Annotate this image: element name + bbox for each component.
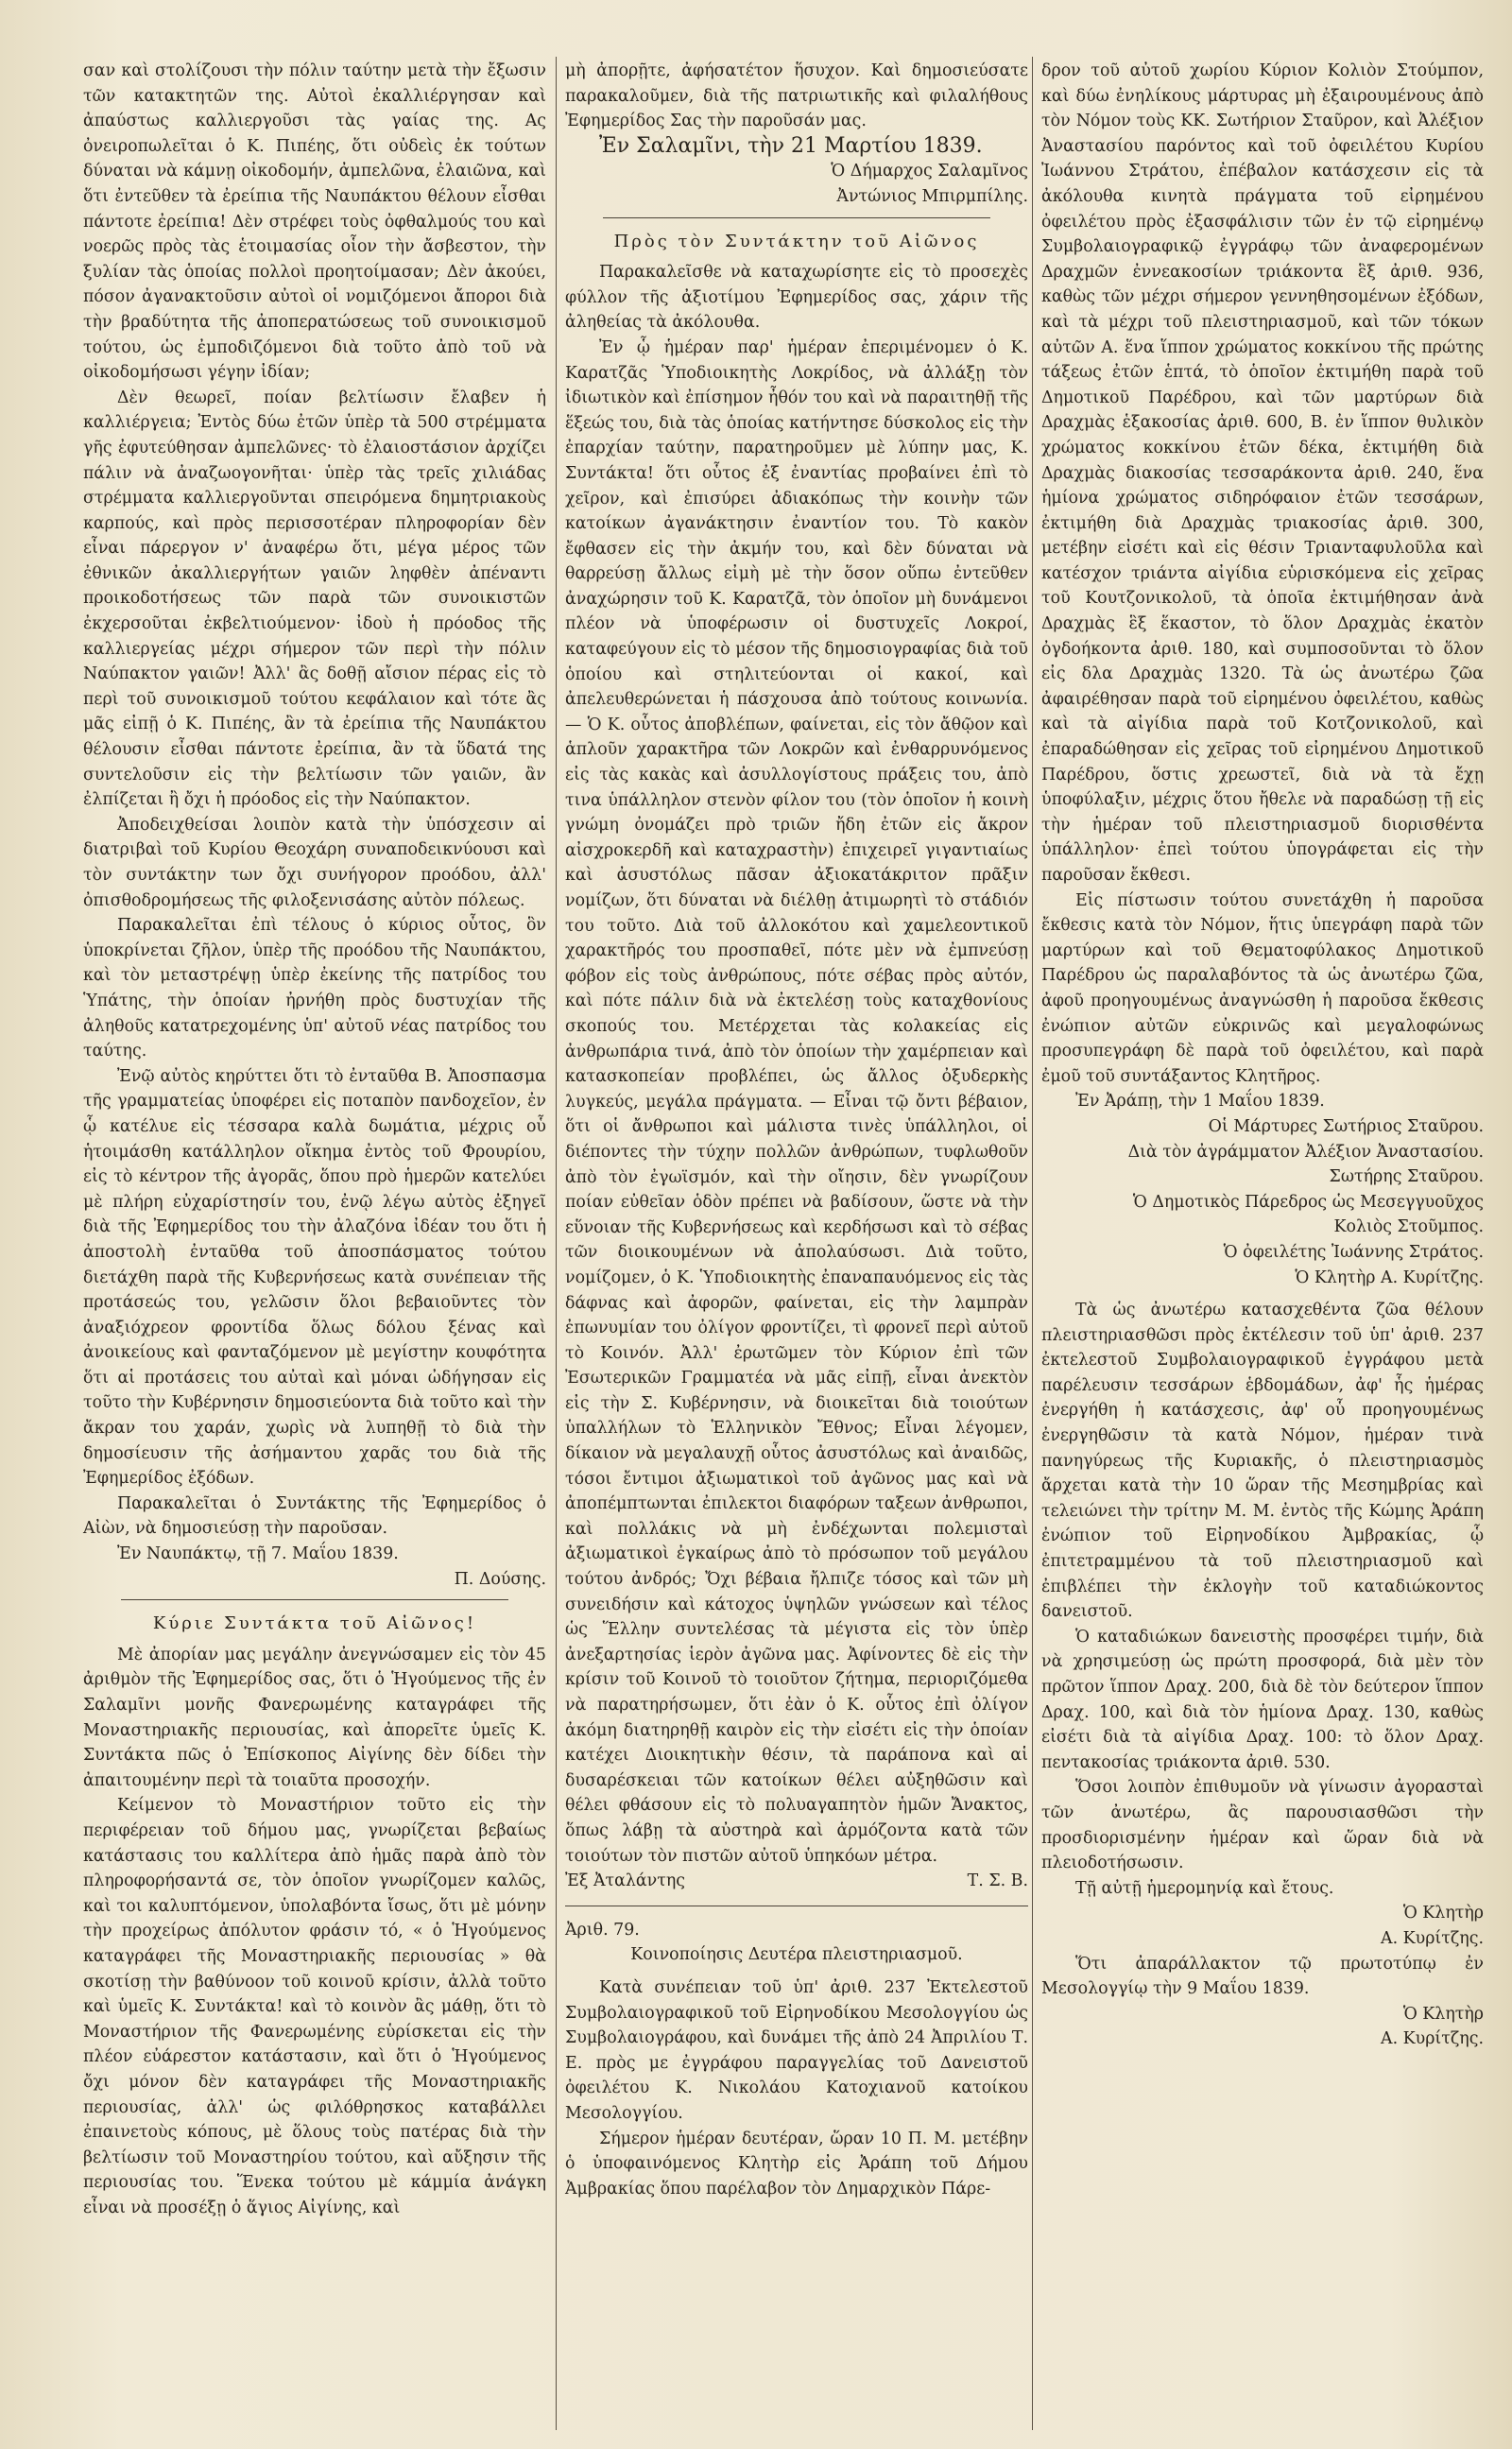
- signature: Ὁ Κλητὴρ Α. Κυρίτζης.: [1295, 1268, 1484, 1287]
- signature: Π. Δούσης.: [454, 1569, 546, 1589]
- dateline: Ἐν Ἀράπῃ, τὴν 1 Μαΐου 1839.: [1075, 1092, 1325, 1112]
- signature: Α. Κυρίτζης.: [1381, 1928, 1484, 1948]
- paragraph: δρον τοῦ αὐτοῦ χωρίου Κύριον Κολιὸν Στούμπον, καὶ δύω ἐνηλίκους μάρτυρας μὴ ἐξαιρουμένους ἀπὸ τὸν Νόμον τοὺς ΚΚ. Σωτήριον Σταῦρον, καὶ Ἀλέξιον Ἀναστασίου παρόντος καὶ τοῦ ὀφειλέτου Κυρίου Ἰωάννου Στράτου, ἐπέβαλον κατάσχεσιν εἰς τὰ ἀκόλουθα κινητὰ πράγματα τοῦ εἰρημένου ὀφειλέτου πρὸς ἐξασφάλισιν τῶν ἐν τῷ εἰρημένῳ Συμβολαιογραφικῷ ἐγγράφῳ τῶν ἀναφερομένων Δραχμῶν ἐννεακοσίων τριάκοντα ἓξ ἀριθ. 936, καθὼς τῶν μέχρι σήμερον γεννηθησομένων ἐξόδων, καὶ τὰ μέχρι τοῦ πλειστηριασμοῦ, καὶ τῶν τόκων αὐτῶν Α. ἕνα ἵππον χρώματος κοκκίνου τῆς πρώτης τάξεως ἐτῶν ἑπτά, τὸ ὁποῖον ἐκτιμήθη παρὰ τοῦ Δημοτικοῦ Παρέδρου, καὶ τῶν μαρτύρων διὰ Δραχμὰς ἑξακοσίας ἀριθ. 600, Β. ἐν ἵππον θυλικὸν χρώματος κοκκίνου ἐτῶν δέκα, ἐκτιμήθη διὰ Δραχμὰς διακοσίας τεσσαράκοντα ἀριθ. 240, ἕνα ἡμίονα χρώματος σιδηρόφαιον ἐτῶν τεσσάρων, ἐκτιμήθη διὰ Δραχμὰς τριακοσίας ἀριθ. 300, μετέβην εἰσέτι καὶ εἰς θέσιν Τριανταφυλοῦλα καὶ κατέσχον τριάντα αἰγίδια εὑρισκόμενα εἰς χεῖρας τοῦ Κουτζονικολοῦ, τὰ ὁποῖα ἐκτιμήθησαν ἀνὰ Δραχμὰς ἓξ ἕκαστον, τὸ ὅλον Δραχμὰς ἑκατὸν ὀγδοήκοντα ἀριθ. 180, καὶ συμποσοῦνται τὸ ὅλον εἰς δλα Δραχμὰς 1320. Τὰ ὡς ἀνωτέρω ζῶα ἀφαιρέθησαν παρὰ τοῦ εἰρημένου ὀφειλέτου, καθὼς καὶ τὰ αἰγίδια παρὰ τοῦ Κοτζονικολοῦ, καὶ ἐπαραδώθησαν εἰς χεῖρας τοῦ εἰρημένου Δημοτικοῦ Παρέδρου, ὅστις χρεωστεῖ, διὰ νὰ τὰ ἔχῃ ὑποφύλαξιν, μέχρις ὅτου ἤθελε νὰ παραδώσῃ τῇ εἰς τὴν ἡμέραν τοῦ πλειστηριασμοῦ διορισθέντα ὑπάλληλον· ἐπεὶ τούτου ὑπογράφεται εἰς τὴν παροῦσαν ἔκθεσι.: [1041, 61, 1484, 885]
- paragraph: Παρακαλεῖται ὁ Συντάκτης τῆς Ἐφημερίδος ὁ Αἰὼν, νὰ δημοσιεύσῃ τὴν παροῦσαν.: [83, 1493, 546, 1539]
- article-heading: Κύριε Συντάκτα τοῦ Αἰῶνος!: [152, 1613, 477, 1634]
- paragraph: Τὰ ὡς ἀνωτέρω κατασχεθέντα ζῶα θέλουν πλειστηριασθῶσι πρὸς ἐκτέλεσιν τοῦ ὑπ' ἀριθ. 237 ἐκτελεστοῦ Συμβολαιογραφικοῦ ἐγγράφου μετὰ παρέλευσιν τεσσάρων ἑβδομάδων, ἀφ' ἧς ἡμέρας ἐνεργήθη ἡ κατάσχεσις, ἀφ' οὗ προηγουμένως ἐνεργηθῶσιν τὰ κατὰ Νόμον, ἡμέραν τινὰ πανηγύρεως τῆς Κυριακῆς, ὁ πλειστηριασμὸς ἄρχεται κατὰ τὴν 10 ὥραν τῆς Μεσημβρίας καὶ τελειώνει τὴν τρίτην Μ. Μ. ἐντὸς τῆς Κώμης Ἀράπη ἐνώπιον τοῦ Εἰρηνοδίκου Ἀμβρακίας, ᾧ ἐπιτετραμμένου τὰ τοῦ πλειστηριασμοῦ καὶ ἐπιβλέπει τὴν ἐκλογὴν τοῦ καταδιώκοντος δανειστοῦ.: [1041, 1301, 1484, 1622]
- signature: Οἱ Μάρτυρες Σωτήριος Σταῦρου.: [1208, 1116, 1484, 1136]
- notice-number: Ἀριθ. 79.: [565, 1920, 640, 1940]
- dateline: Ἐν Ναυπάκτῳ, τῇ 7. Μαΐου 1839.: [117, 1544, 399, 1564]
- paragraph: Ἐν ᾧ ἡμέραν παρ' ἡμέραν ἐπεριμένομεν ὁ Κ. Καρατζᾶς Ὑποδιοικητὴς Λοκρίδος, νὰ ἀλλάξῃ τὸν ἰδιωτικὸν καὶ ἐπίσημον ἦθόν του καὶ νὰ παραιτηθῇ τῆς ἕξεώς του, διὰ τὰς ὁποίας κατήντησε δύσκολος εἰς τὴν ἐπαρχίαν ταύτην, παρατηροῦμεν μὲ λύπην μας, Κ. Συντάκτα! ὅτι οὗτος ἐξ ἐναντίας προβαίνει ἐπὶ τὸ χεῖρον, καὶ ἐπισύρει ἀδιακόπως τὴν κοινὴν τῶν κατοίκων ἀγανάκτησιν ἐναντίον του. Τὸ κακὸν ἔφθασεν εἰς τὴν ἀκμήν του, καὶ δὲν δύναται νὰ θαρρεύσῃ ἄλλως εἰμὴ μὲ τὴν ὅσον οὕπω ἐντεῦθεν ἀναχώρησιν τοῦ Κ. Καρατζᾶ, τὸν ὁποῖον μὴ δυνάμενοι πλέον νὰ ὑποφέρωσιν οἱ δυστυχεῖς Λοκροί, καταφεύγουν εἰς τὸ μέσον τῆς δημοσιογραφίας διὰ τοῦ ὁποίου καὶ στηλιτεύονται οἱ κακοί, καὶ ἀπελευθερώνεται ἡ πάσχουσα ἀπὸ τούτους κοινωνία. — Ὁ Κ. οὗτος ἀποβλέπων, φαίνεται, εἰς τὸν ἄθῷον καὶ ἁπλοῦν χαρακτῆρα τῶν Λοκρῶν καὶ ἐνθαρρυνόμενος εἰς τὰς κακὰς καὶ ἀσυλλογίστους πράξεις του, ἀπὸ τινα ὑπάλληλον στενὸν φίλον του (τὸν ὁποῖον ἡ κοινὴ γνώμη ὀνομάζει πρὸ τριῶν ἤδη ἐτῶν εἰς ἄκρον αἰσχροκερδῆ καὶ καταχραστὴν) ἐπιχειρεῖ γιγαντιαίως καὶ ἀσυστόλως πᾶσαν ἀξιοκατάκριτον πρᾶξιν νομίζων, ὅτι δύναται νὰ διέλθῃ ἀτιμωρητὶ τὸ στάδιόν του τοῦτο. Διὰ τοῦ ἀλλοκότου καὶ χαμελεοντικοῦ χαρακτῆρός του προσπαθεῖ, πότε μὲν νὰ ἐμπνεύσῃ φόβον εἰς τοὺς ἀνθρώπους, πότε σέβας πρὸς αὐτόν, καὶ πότε πάλιν διὰ νὰ ἐκτελέσῃ τοὺς καταχθονίους σκοπούς του. Μετέρχεται τὰς κολακείας εἰς ἀνθρωπάρια τινά, ἀπὸ τὸν ὁποίων τὴν χαμέρπειαν καὶ κατασκοπείαν προβλέπει, ὡς ἄλλος ὀξυδερκὴς λυγκεύς, μεγάλα πράγματα. — Εἶναι τῷ ὄντι βέβαιον, ὅτι οἱ ἄνθρωποι καὶ μάλιστα τινὲς ὑπάλληλοι, οἱ διέποντες τὴν τύχην πολλῶν ἀνθρώπων, τυφλωθοῦν ἀπὸ τὸν ἐγωϊσμόν, καὶ τὴν οἴησιν, δὲν γνωρίζουν ποίαν εὐθεῖαν ὁδὸν πρέπει νὰ βαδίσουν, ὥστε νὰ τὴν εὕνοιαν τῆς Κυβερνήσεως καὶ κερδήσωσι καὶ τὸ σέβας τῶν διοικουμένων νὰ ἀπολαύσωσι. Διὰ τοῦτο, νομίζομεν, ὁ Κ. Ὑποδιοικητὴς ἐπαναπαυόμενος εἰς τὰς δάφνας καὶ ἀφορῶν, φαίνεται, εἰς τὴν λαμπρὰν ἐπωνυμίαν του ὀλίγον φροντίζει, τὶ φρονεῖ περὶ αὐτοῦ τὸ Κοινόν. Ἀλλ' ἐρωτῶμεν τὸν Κύριον ἐπὶ τῶν Ἐσωτερικῶν Γραμματέα νὰ μᾶς εἰπῇ, εἶναι ἀνεκτὸν εἰς τὴν Σ. Κυβέρνησιν, νὰ διοικεῖται διὰ τοιούτων ὑπαλλήλων τὸ Ἑλληνικὸν Ἔθνος; Εἶναι λέγομεν, δίκαιον νὰ μεγαλαυχῇ οὗτος ἀσυστόλως καὶ ἀναιδῶς, τόσοι ἔντιμοι ἀξιωματικοὶ τοῦ ἀγῶνος μας καὶ νὰ ἀποπέμπτωνται ἐπιλεκτοι διαφόρων ταξεων ἀνθρωποι, καὶ πολλάκις νὰ μὴ ἐνδέχωνται πολεμισταὶ ἀξιωματικοὶ ἐγκαίρως ἀπὸ τὸ πρόσωπον τοῦ μεγάλου τούτου ἀνδρός; Ὄχι βέβαια ἤλπιζε τόσος καὶ τῶν μὴ συνειδήσιν καὶ κάτοχος ὑψηλῶν γνώσεων καὶ τέλος ὡς Ἕλλην συντελέσας τὰ μέγιστα εἰς τὸν ὑπὲρ ἀνεξαρτησίας ἱερὸν ἀγῶνα μας. Ἀφίνοντες δὲ εἰς τὴν κρίσιν τοῦ Κοινοῦ τὸ τοιοῦτον ζήτημα, περιοριζόμεθα νὰ παρατηρήσωμεν, ὅτι ἐὰν ὁ Κ. οὗτος ἐπὶ ὀλίγον ἀκόμη διατηρηθῇ καιρὸν εἰς τὴν εἰσέτι εἰς τὴν ὁποίαν κατέχει Διοικητικὴν θέσιν, τὰ παράπονα καὶ αἱ δυσαρέσκειαι τῶν κατοίκων θέλει αὐξηθῶσιν καὶ θέλει φθάσουν εἰς τὸ πολυαγαπητὸν ἡμῶν Ἄνακτος, ὅπως λάβῃ τὰ αὐστηρὰ καὶ ἁρμόζοντα κατὰ τῶν τοιούτων τὸν πιστῶν αὐτοῦ ὑπηκόων μέτρα.: [565, 337, 1028, 1866]
- paragraph: Κείμενον τὸ Μοναστήριον τοῦτο εἰς τὴν περιφέρειαν τοῦ δήμου μας, γνωρίζεται βεβαίως κατάστασις του καλλίτερα ἀπὸ ἡμᾶς παρὰ ἀπὸ τὸν πληροφορήσαντά σε, τὸν ὁποῖον γνωρίζομεν καλῶς, καὶ τοι καλυπτόμενον, ὑπολαβόντα ἴσως, ὅτι μὲ μόνην τὴν προχείρως ἀπόλυτον φράσιν τό, « ὁ Ἡγούμενος καταγράφει τῆς Μοναστηριακῆς περιουσίας » θὰ σκοτίσῃ τὴν βαθύνοον τοῦ κοινοῦ κρίσιν, ἀλλὰ τοῦτο καὶ ὑμεῖς Κ. Συντάκτα! καὶ τὸ κοινὸν ἂς μάθῃ, ὅτι τὸ Μοναστήριον τῆς Φανερωμένης εὑρίσκεται εἰς τὴν πλέον εὐάρεστον κατάστασιν, καὶ ὅτι ὁ Ἡγούμενος ὄχι μόνον δὲν καταγράφει τῆς Μοναστηριακῆς περιουσίας, ἀλλ' ὡς φιλόθρησκος καταβάλλει ἐπαινετοὺς κόπους, μὲ ὅλους τοὺς πατέρας διὰ τὴν βελτίωσιν τοῦ Μοναστηρίου τούτου, καὶ αὔξησιν τῆς περιουσίας του. Ἕνεκα τούτου μὲ κάμμία ἀνάγκη εἶναι νὰ προσέξῃ ὁ ἅγιος Αἰγίνης, καὶ: [83, 1796, 546, 2217]
- paragraph: Ὅσοι λοιπὸν ἐπιθυμοῦν νὰ γίνωσιν ἀγορασταὶ τῶν ἀνωτέρω, ἂς παρουσιασθῶσι τὴν προσδιορισμένην ἡμέραν καὶ ὥραν διὰ νὰ πλειοδοτήσωσιν.: [1041, 1778, 1484, 1873]
- column-rule: [556, 57, 557, 2430]
- signature: Ὁ Κλητὴρ: [1402, 2004, 1484, 2024]
- signature: Σωτήρης Σταῦρου.: [1329, 1167, 1484, 1187]
- section-divider: [603, 217, 990, 218]
- paragraph: μὴ ἀπορῇτε, ἀφήσατέτον ἥσυχον. Καὶ δημοσιεύσατε παρακαλοῦμεν, διὰ τῆς πατριωτικῆς καὶ φιλαλήθους Ἐφημερίδος Σας τὴν παροῦσάν μας.: [565, 61, 1028, 131]
- column-rule: [1032, 57, 1033, 2430]
- column-1: [83, 59, 546, 2220]
- paragraph: Τῇ αὐτῇ ἡμερομηνίᾳ καὶ ἔτους.: [1075, 1878, 1334, 1898]
- place: Ἐξ Ἀταλάντης: [565, 1871, 685, 1891]
- paragraph: Κατὰ συνέπειαν τοῦ ὑπ' ἀριθ. 237 Ἐκτελεστοῦ Συμβολαιογραφικοῦ τοῦ Εἰρηνοδίκου Μεσολογγίου ὡς Συμβολαιογράφου, καὶ δυνάμει τῆς ἀπὸ 24 Ἀπριλίου Τ. Ε. πρὸς με ἐγγράφου παραγγελίας τοῦ Δανειστοῦ ὀφειλέτου Κ. Νικολάου Κατοχιανοῦ κατοίκου Μεσολογγίου.: [565, 1977, 1028, 2123]
- paragraph: Δὲν θεωρεῖ, ποίαν βελτίωσιν ἔλαβεν ἡ καλλιέργεια; Ἐντὸς δύω ἐτῶν ὑπὲρ τὰ 500 στρέμματα γῆς ἐφυτεύθησαν ἀμπελῶνες· τὸ ἐλαιοστάσιον ἀρχίζει πάλιν νὰ ἀναζωογονῆται· ὑπὲρ τὰς τρεῖς χιλιάδας στρέμματα καλλιεργοῦνται σπειρόμενα δημητριακοὺς καρπούς, καὶ πρὸς περισσοτέραν πληροφορίαν δὲν εἶναι πάρεργον ν' ἀναφέρω ὅτι, μέγα μέρος τῶν ἐθνικῶν ἀκαλλιεργήτων γαιῶν ληφθὲν ἀπέναντι προικοδοτήσεως τῶν παρὰ τῶν συνοικιστῶν ἐκχερσοῦται ἐκβελτιούμενον· ἰδοὺ ἡ πρόοδος τῆς καλλιεργείας μέχρι σήμερον τῶν περὶ τὴν πόλιν Ναύπακτον γαιῶν! Ἀλλ' ἂς δοθῇ αἴσιον πέρας εἰς τὸ περὶ τοῦ συνοικισμοῦ τούτου κεφάλαιον καὶ τότε ἂς μᾶς εἰπῇ ὁ Κ. Πιπέης, ἂν τὰ ἐρείπια τῆς Ναυπάκτου θέλουσιν εἶσθαι πάντοτε ἐρείπια, ἂν τὰ ὕδατά της συντελοῦσιν εἰς τὴν βελτίωσιν τῶν γαιῶν, ἂν ἐλπίζεται ἢ ὄχι ἡ πρόοδος εἰς τὴν Ναύπακτον.: [83, 388, 546, 810]
- paragraph: σαν καὶ στολίζουσι τὴν πόλιν ταύτην μετὰ τὴν ἔξωσιν τῶν κατακτητῶν της. Αὐτοὶ ἐκαλλιέργησαν καὶ ἀπαύστως καλλιεργοῦσι τὰς γαίας της. Ας ὀνειροπωλεῖται ὁ Κ. Πιπέης, ὅτι οὐδεὶς ἐκ τούτων δύναται νὰ κάμνῃ οἰκοδομήν, ἀμπελῶνα, ἐλαιῶνα, καὶ ὅτι ἐντεῦθεν τὰ ἐρείπια τῆς Ναυπάκτου θέλουν εἶσθαι πάντοτε ἐρείπια! Δὲν στρέφει τοὺς ὀφθαλμούς του καὶ νοερῶς πρὸς τὰς ἑτοιμασίας οἷον τὴν ἄσβεστον, τὴν ξυλίαν τὰς ὁποίας πολλοὶ προητοίμασαν; Δὲν ἀκούει, πόσον ἀγανακτοῦσιν αὐτοὶ οἱ νομιζόμενοι ἄποροι διὰ τὴν βραδύτητα τῆς ἀποπερατώσεως τοῦ συνοικισμοῦ τούτου, ὡς ἐμποδιζόμενοι διὰ τοῦτο ἀπὸ τοῦ νὰ οἰκοδομήσωσι γέγην ἰδίαν;: [83, 61, 546, 383]
- column-3: [1041, 59, 1484, 2052]
- paragraph: Παρακαλεῖσθε νὰ καταχωρίσητε εἰς τὸ προσεχὲς φύλλον τῆς ἀξιοτίμου Ἐφημερίδος σας, χάριν τῆς ἀληθείας τὰ ἀκόλουθα.: [565, 263, 1028, 333]
- notice-heading: Κοινοποίησις Δευτέρα πλειστηριασμοῦ.: [630, 1945, 963, 1965]
- signature: Ὁ Κλητὴρ: [1402, 1904, 1484, 1923]
- paragraph: Εἰς πίστωσιν τούτου συνετάχθη ἡ παροῦσα ἔκθεσις κατὰ τὸν Νόμον, ἥτις ὑπεγράφη παρὰ τῶν μαρτύρων καὶ τοῦ Θεματοφύλακος Δημοτικοῦ Παρέδρου ὡς παραλαβόντος τὰ ὡς ἀνωτέρω ζῶα, ἀφοῦ προηγουμένως ἀναγνώσθη ἡ παροῦσα ἔκθεσις ἐνώπιον αὐτῶν εὐκρινῶς καὶ μεγαλοφώνως προσυπεγράφη δὲ παρὰ τοῦ ὀφειλέτου, καὶ παρὰ ἐμοῦ τοῦ συντάξαντος Κλητῆρος.: [1041, 890, 1484, 1086]
- initials: Τ. Σ. Β.: [967, 1871, 1028, 1891]
- dateline: Ἐν Σαλαμῖνι, τὴν 21 Μαρτίου 1839.: [599, 133, 983, 158]
- section-divider: [121, 1599, 508, 1600]
- signature-line: [565, 1869, 1028, 1894]
- signature: Α. Κυρίτζης.: [1381, 2029, 1484, 2049]
- signature: Ἀντώνιος Μπιρμπίλης.: [836, 186, 1028, 206]
- paragraph: Ὅτι ἀπαράλλακτον τῷ πρωτοτύπῳ ἐν Μεσολογγίῳ τὴν 9 Μαΐου 1839.: [1041, 1954, 1484, 1999]
- column-2: [565, 59, 1028, 2201]
- paragraph: Ἀποδειχθείσαι λοιπὸν κατὰ τὴν ὑπόσχεσιν αἱ διατριβαὶ τοῦ Κυρίου Θεοχάρη συναποδεικνύουσι καὶ τὸν συντάκτην των ὄχι συνήγορον προόδου, ἀλλ' ὀπισθοδρομήσεως τῆς φιλοξενισάσης αὐτὸν πόλεως.: [83, 815, 546, 910]
- article-heading: Πρὸς τὸν Συντάκτην τοῦ Αἰῶνος: [613, 231, 980, 251]
- paragraph: Μὲ ἀπορίαν μας μεγάλην ἀνεγνώσαμεν εἰς τὸν 45 ἀριθμὸν τῆς Ἐφημερίδος σας, ὅτι ὁ Ἡγούμενος τῆς ἐν Σαλαμῖνι μονῆς Φανερωμένης καταγράφει τῆς Μοναστηριακῆς περιουσίας, καὶ ἀπορεῖτε ὑμεῖς Κ. Συντάκτα πῶς ὁ Ἐπίσκοπος Αἰγίνης δὲν δίδει τὴν ἀπαιτουμένην περὶ τὰ τοιαῦτα προσοχήν.: [83, 1645, 546, 1790]
- signature: Κολιὸς Στοῦμπος.: [1333, 1217, 1484, 1237]
- signature: Ὁ ὀφειλέτης Ἰωάννης Στράτος.: [1223, 1242, 1484, 1262]
- paragraph: Ὁ καταδιώκων δανειστὴς προσφέρει τιμήν, διὰ νὰ χρησιμεύσῃ ὡς πρώτη προσφορά, διὰ μὲν τὸν πρῶτον ἵππον Δραχ. 200, διὰ δὲ τὸν δεύτερον ἵππον Δραχ. 100, καὶ διὰ τὸν ἡμίονα Δραχ. 130, καθὼς εἰσέτι διὰ τὰ αἰγίδια Δραχ. 100: τὸ ὅλον Δραχ. πεντακοσίας τριάκοντα ἀριθ. 530.: [1041, 1627, 1484, 1772]
- signature: Ὁ Δημοτικὸς Πάρεδρος ὡς Μεσεγγυοῦχος: [1132, 1192, 1484, 1212]
- paragraph: Ἐνῷ αὐτὸς κηρύττει ὅτι τὸ ἐνταῦθα Β. Ἀποσπασμα τῆς γραμματείας ὑποφέρει εἰς ποταπὸν πανδοχεῖον, ἐν ᾧ κατέλυε εἰς τέσσαρα καλὰ δωμάτια, μέχρις οὗ ἡτοιμάσθη κατάλληλον οἴκημα ἐντὸς τοῦ Φρουρίου, εἰς τὸ κέντρον τῆς ἀγορᾶς, ὅπου πρὸ ἡμερῶν κατελύει μὲ πλήρη εὐχαρίστησίν του, ἐνῷ λέγω αὐτὸς ἐξηγεῖ διὰ τῆς Ἐφημερίδος του τὴν ἀλαζόνα ἰδέαν του ὅτι ἡ ἀποστολὴ ἐνταῦθα τοῦ ἀποσπάσματος τούτου διετάχθη παρὰ τῆς Κυβερνήσεως κατὰ συνέπειαν τῆς προτάσεώς του, γελῶσιν ὅλοι βεβαιοῦντες τὸν ἀναξιόχρεον φροντίδα ὅλως δόλου ξένας καὶ ἀνοικείους καὶ φανταζόμενον μὲ μεγίστην κουφότητα ὅτι αἱ προτάσεις του αὐταὶ καὶ μόναι ὠδήγησαν εἰς τοῦτο τὴν Κυβέρνησιν δημοσιεύοντα διὰ τοῦτο καὶ τὴν ἄκραν του χαράν, χωρὶς νὰ λυπηθῇ τὸ διὰ τὴν δημοσίευσιν τῆς ἀσήμαντου χαρᾶς του διὰ τῆς Ἐφημερίδος ἐξόδων.: [83, 1066, 546, 1489]
- signature: Διὰ τὸν ἀγράμματον Ἀλέξιον Ἀναστασίου.: [1127, 1142, 1484, 1162]
- paragraph: Σήμερον ἡμέραν δευτέραν, ὥραν 10 Π. Μ. μετέβην ὁ ὑποφαινόμενος Κλητὴρ εἰς Ἀράπη τοῦ Δήμου Ἀμβρακίας ὅπου παρέλαβον τὸν Δημαρχικὸν Πάρε-: [565, 2129, 1028, 2199]
- signature: Ὁ Δήμαρχος Σαλαμῖνος: [831, 162, 1028, 181]
- paragraph: Παρακαλεῖται ἐπὶ τέλους ὁ κύριος οὗτος, ὃν ὑποκρίνεται ζῆλον, ὑπὲρ τῆς προόδου τῆς Ναυπάκτου, καὶ τὸν μεταστρέψῃ ὑπὲρ ἐκείνης τῆς πατρίδος του Ὑπάτης, τὴν ὁποίαν ἠρνήθη πρὸς δυστυχίαν τῆς ἀληθοῦς κατατρεχομένης ὑπ' αὐτοῦ νέας πατρίδος του ταύτης.: [83, 916, 546, 1061]
